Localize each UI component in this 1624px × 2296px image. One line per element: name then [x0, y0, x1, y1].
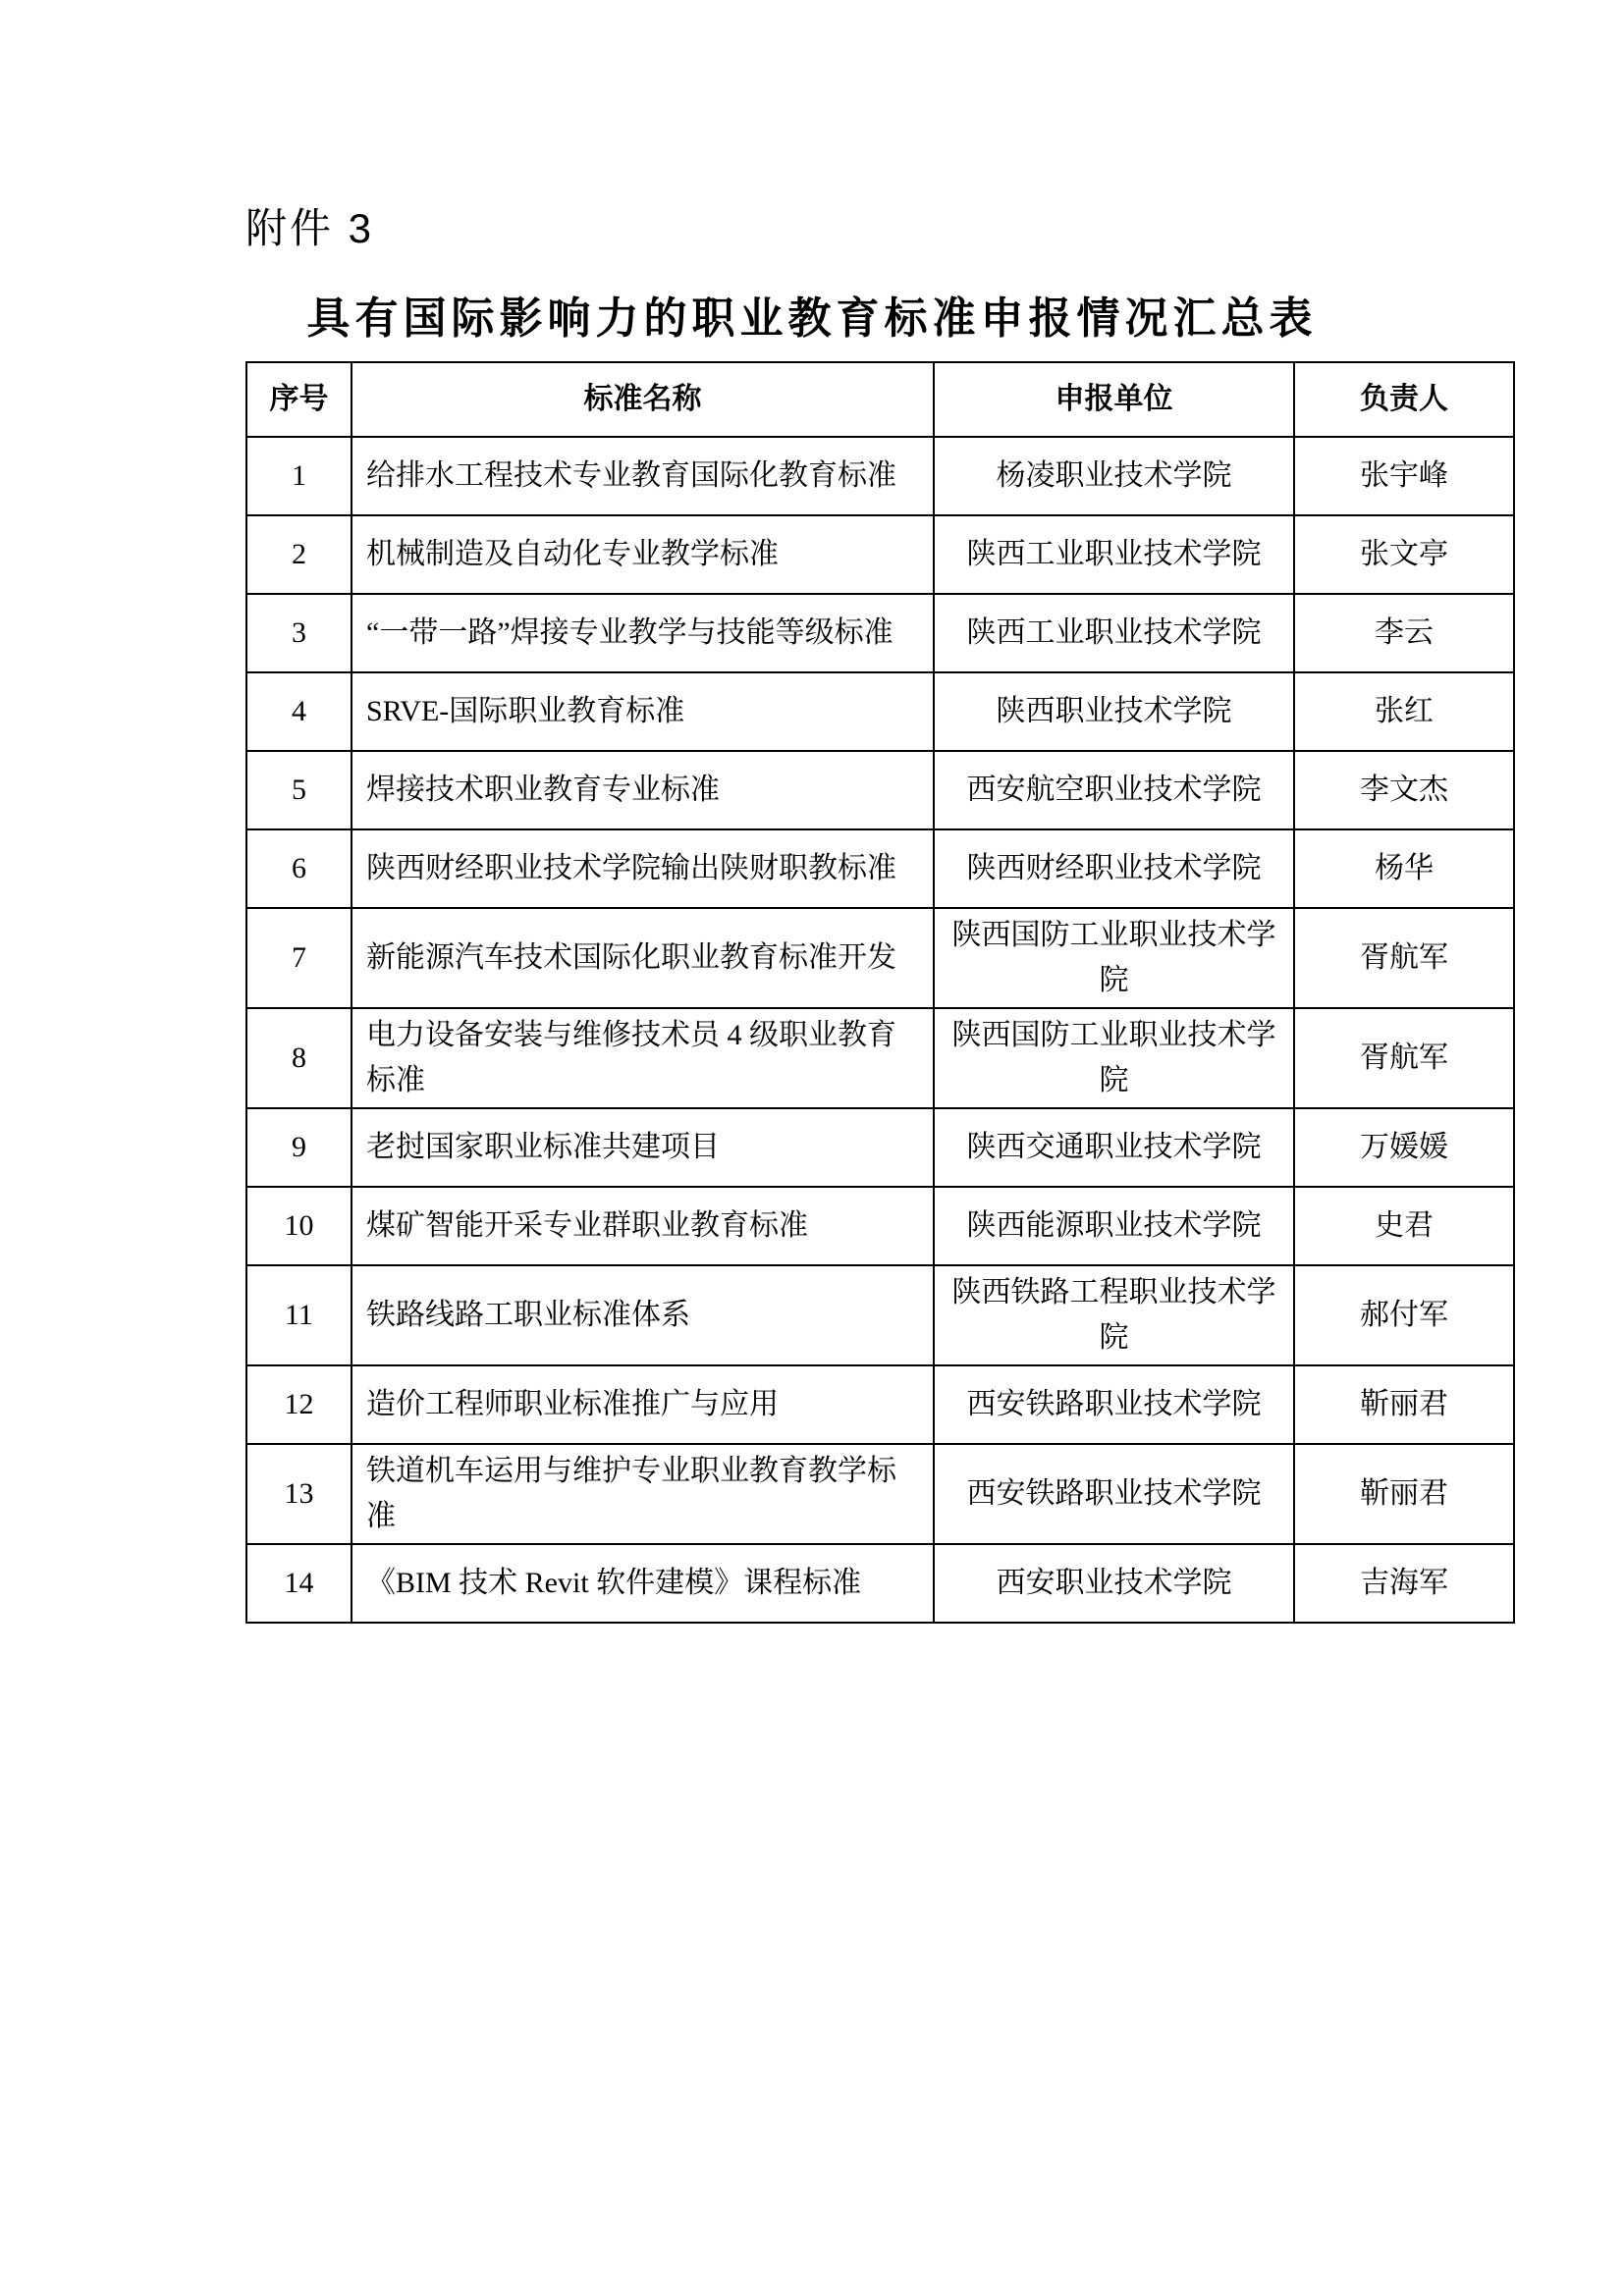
cell-standard-name: 铁道机车运用与维护专业职业教育教学标准: [352, 1444, 934, 1544]
table-row: [246, 672, 1514, 751]
cell-person-in-charge: 吉海军: [1294, 1544, 1514, 1623]
cell-applying-unit: 陕西职业技术学院: [934, 672, 1294, 751]
cell-serial-number: 4: [246, 672, 352, 751]
cell-serial-number: 10: [246, 1187, 352, 1265]
cell-applying-unit: 陕西交通职业技术学院: [934, 1108, 1294, 1187]
cell-person-in-charge: 史君: [1294, 1187, 1514, 1265]
cell-serial-number: 7: [246, 908, 352, 1008]
cell-person-in-charge: 胥航军: [1294, 1008, 1514, 1108]
cell-applying-unit: 西安铁路职业技术学院: [934, 1444, 1294, 1544]
table-row: [246, 1187, 1514, 1265]
cell-standard-name: SRVE-国际职业教育标准: [352, 672, 934, 751]
cell-standard-name: 铁路线路工职业标准体系: [352, 1265, 934, 1365]
table-row: [246, 515, 1514, 594]
cell-serial-number: 14: [246, 1544, 352, 1623]
cell-applying-unit: 陕西铁路工程职业技术学院: [934, 1265, 1294, 1365]
cell-person-in-charge: 张红: [1294, 672, 1514, 751]
cell-applying-unit: 陕西财经职业技术学院: [934, 829, 1294, 908]
page-title: 具有国际影响力的职业教育标准申报情况汇总表: [306, 294, 1318, 343]
cell-serial-number: 9: [246, 1108, 352, 1187]
standards-table: [245, 361, 1515, 1624]
cell-applying-unit: 西安铁路职业技术学院: [934, 1365, 1294, 1444]
header-row: [246, 362, 1514, 437]
cell-serial-number: 8: [246, 1008, 352, 1108]
cell-applying-unit: 西安职业技术学院: [934, 1544, 1294, 1623]
cell-applying-unit: 陕西能源职业技术学院: [934, 1187, 1294, 1265]
table-row: [246, 594, 1514, 672]
table-row: [246, 437, 1514, 515]
cell-serial-number: 5: [246, 751, 352, 829]
cell-serial-number: 11: [246, 1265, 352, 1365]
cell-applying-unit: 陕西工业职业技术学院: [934, 594, 1294, 672]
cell-serial-number: 13: [246, 1444, 352, 1544]
cell-serial-number: 12: [246, 1365, 352, 1444]
cell-standard-name: 新能源汽车技术国际化职业教育标准开发: [352, 908, 934, 1008]
cell-standard-name: 煤矿智能开采专业群职业教育标准: [352, 1187, 934, 1265]
cell-person-in-charge: 胥航军: [1294, 908, 1514, 1008]
cell-person-in-charge: 靳丽君: [1294, 1365, 1514, 1444]
cell-standard-name: 老挝国家职业标准共建项目: [352, 1108, 934, 1187]
standards-table-header: [246, 362, 1514, 437]
table-row: [246, 1108, 1514, 1187]
column-header-serial: 序号: [246, 362, 352, 437]
cell-standard-name: “一带一路”焊接专业教学与技能等级标准: [352, 594, 934, 672]
cell-applying-unit: 陕西国防工业职业技术学院: [934, 1008, 1294, 1108]
cell-applying-unit: 西安航空职业技术学院: [934, 751, 1294, 829]
table-row: [246, 829, 1514, 908]
cell-standard-name: 电力设备安装与维修技术员 4 级职业教育标准: [352, 1008, 934, 1108]
cell-standard-name: 给排水工程技术专业教育国际化教育标准: [352, 437, 934, 515]
cell-applying-unit: 陕西国防工业职业技术学院: [934, 908, 1294, 1008]
cell-person-in-charge: 李文杰: [1294, 751, 1514, 829]
attachment-label: 附件 3: [245, 205, 375, 251]
cell-person-in-charge: 张文亭: [1294, 515, 1514, 594]
cell-person-in-charge: 万媛媛: [1294, 1108, 1514, 1187]
cell-person-in-charge: 靳丽君: [1294, 1444, 1514, 1544]
cell-person-in-charge: 张宇峰: [1294, 437, 1514, 515]
cell-applying-unit: 陕西工业职业技术学院: [934, 515, 1294, 594]
table-row: [246, 1265, 1514, 1365]
column-header-standard-name: 标准名称: [352, 362, 934, 437]
table-row: [246, 1544, 1514, 1623]
cell-standard-name: 焊接技术职业教育专业标准: [352, 751, 934, 829]
cell-serial-number: 1: [246, 437, 352, 515]
cell-standard-name: 陕西财经职业技术学院输出陕财职教标准: [352, 829, 934, 908]
cell-serial-number: 6: [246, 829, 352, 908]
cell-person-in-charge: 李云: [1294, 594, 1514, 672]
table-row: [246, 908, 1514, 1008]
cell-standard-name: 《BIM 技术 Revit 软件建模》课程标准: [352, 1544, 934, 1623]
table-row: [246, 1444, 1514, 1544]
cell-person-in-charge: 郝付军: [1294, 1265, 1514, 1365]
cell-standard-name: 造价工程师职业标准推广与应用: [352, 1365, 934, 1444]
cell-person-in-charge: 杨华: [1294, 829, 1514, 908]
column-header-person: 负责人: [1294, 362, 1514, 437]
standards-table-body: [246, 437, 1514, 1623]
table-row: [246, 751, 1514, 829]
column-header-unit: 申报单位: [934, 362, 1294, 437]
table-row: [246, 1008, 1514, 1108]
table-row: [246, 1365, 1514, 1444]
cell-standard-name: 机械制造及自动化专业教学标准: [352, 515, 934, 594]
cell-serial-number: 2: [246, 515, 352, 594]
cell-applying-unit: 杨凌职业技术学院: [934, 437, 1294, 515]
cell-serial-number: 3: [246, 594, 352, 672]
